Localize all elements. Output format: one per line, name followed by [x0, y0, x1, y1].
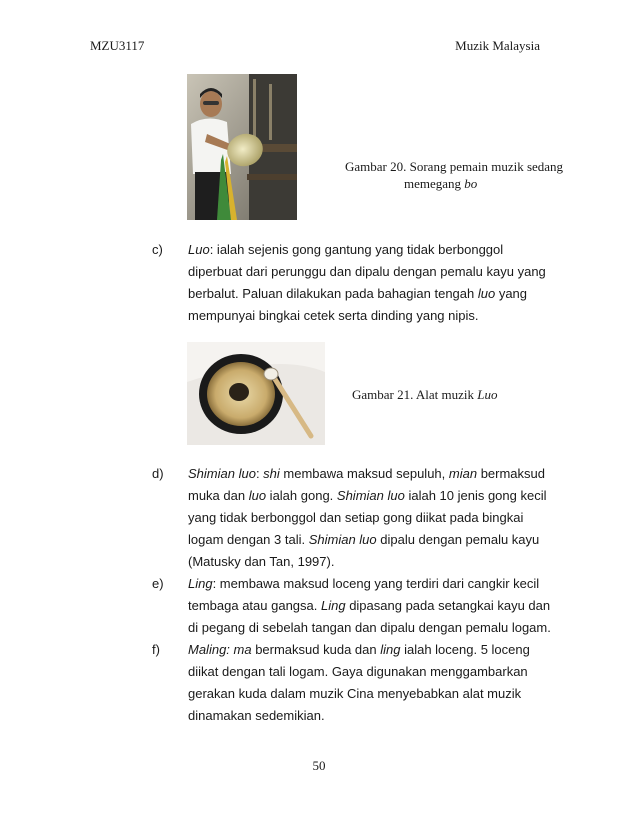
list-item-text: Shimian luo: shi membawa maksud sepuluh, mian bermaksud muka dan luo ialah gong. Shimian luo ialah 10 jenis gong kecil yang tidak berbonggol dan setiap gong diikat pada bingkai logam dengan 3 tali. Shimian luo dipalu dengan pemalu kayu (Matusky dan Tan, 1997).	[188, 466, 547, 569]
list-item-label: e)	[152, 576, 164, 591]
figure-21-caption-term: Luo	[477, 387, 498, 402]
header-subject: Muzik Malaysia	[455, 38, 540, 53]
figure-20-caption-line1: Gambar 20. Sorang pemain muzik sedang	[345, 159, 564, 174]
figure-21-caption-prefix: Gambar 21. Alat muzik	[352, 387, 478, 402]
term-luo-inline: luo	[477, 286, 496, 301]
list-item-e	[152, 573, 556, 639]
header-course-code: MZU3117	[90, 38, 145, 53]
figure-20-photo	[187, 74, 297, 220]
list-item-c	[152, 239, 556, 327]
figure-20-caption-line2	[345, 175, 575, 192]
list-item-label: d)	[152, 466, 164, 481]
list-item-label: f)	[152, 642, 160, 657]
list-item-f	[152, 639, 556, 727]
list-item-d	[152, 463, 556, 573]
term-luo: Luo	[188, 242, 210, 257]
figure-21-caption	[352, 386, 498, 403]
list-item-text: Maling: ma bermaksud kuda dan ling ialah loceng. 5 loceng diikat dengan tali logam. Gaya digunakan menggambarkan gerakan kuda dalam muzik Cina menyebabkan alat muzik dinamakan sedemikian.	[188, 642, 530, 723]
list-item-text: Ling: membawa maksud loceng yang terdiri dari cangkir kecil tembaga atau gangsa. Ling dipasang pada setangkai kayu dan di pegang di sebelah tangan dan dipalu dengan pemalu logam.	[188, 576, 551, 635]
page-number: 50	[312, 758, 326, 773]
figure-20-caption-term: bo	[464, 176, 478, 191]
figure-21-photo	[187, 342, 325, 445]
figure-20-caption-prefix: memegang	[404, 176, 465, 191]
list-item-text: Luo: ialah sejenis gong gantung yang tidak berbonggol diperbuat dari perunggu dan dipalu dengan pemalu kayu yang berbalut. Paluan dilakukan pada bahagian tengah luo yang mempunyai bingkai cetek serta dinding yang nipis.	[188, 242, 546, 323]
figure-20-caption	[345, 158, 575, 192]
list-item-label: c)	[152, 242, 163, 257]
